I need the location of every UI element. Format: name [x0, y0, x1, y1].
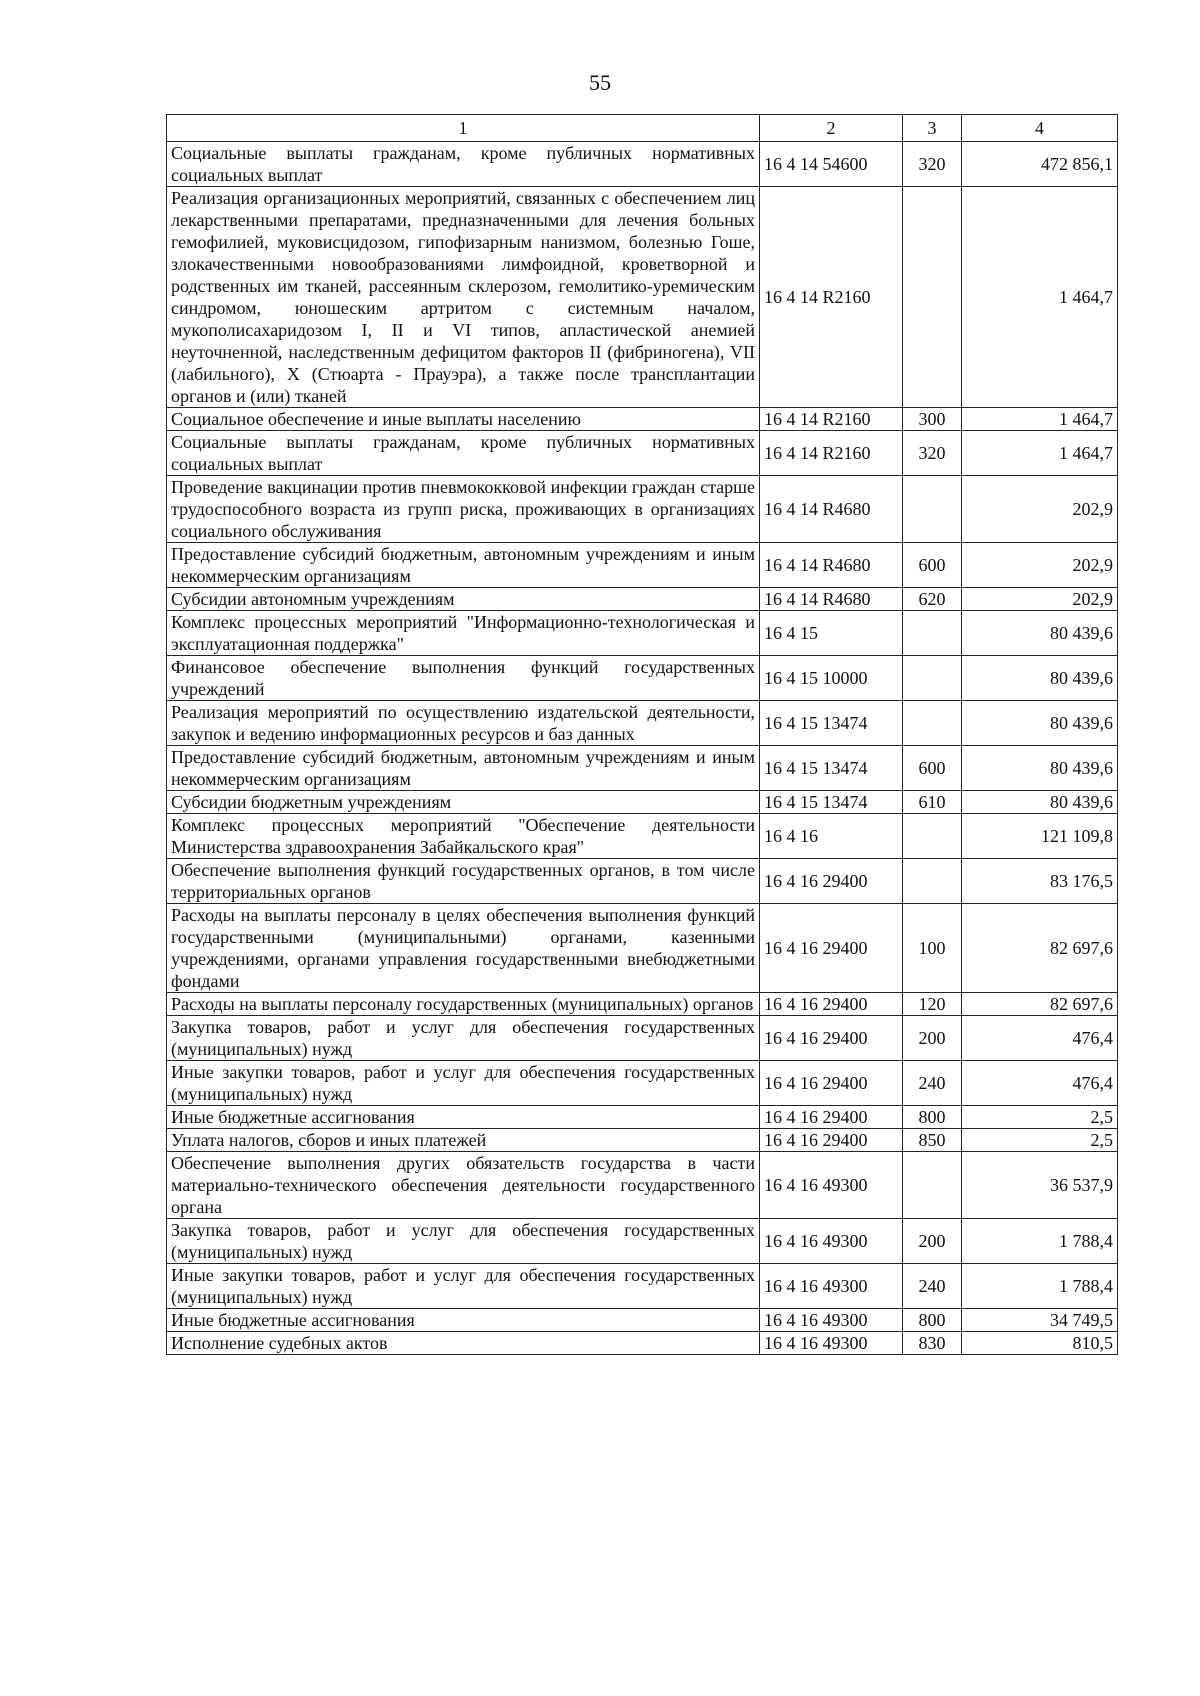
row-code: 16 4 16 49300 — [760, 1309, 903, 1332]
row-kvr: 240 — [903, 1264, 962, 1309]
row-kvr: 800 — [903, 1309, 962, 1332]
row-kvr: 600 — [903, 543, 962, 588]
row-amount: 202,9 — [962, 588, 1118, 611]
table-row — [167, 408, 1118, 431]
table-row — [167, 1016, 1118, 1061]
row-amount: 472 856,1 — [962, 142, 1118, 187]
row-code: 16 4 15 — [760, 611, 903, 656]
table-row — [167, 431, 1118, 476]
row-amount: 80 439,6 — [962, 791, 1118, 814]
row-kvr — [903, 611, 962, 656]
row-code: 16 4 14 R4680 — [760, 543, 903, 588]
row-name: Иные бюджетные ассигнования — [167, 1309, 760, 1332]
row-code: 16 4 14 R2160 — [760, 408, 903, 431]
budget-table — [166, 114, 1118, 1355]
row-amount: 810,5 — [962, 1332, 1118, 1355]
row-amount: 80 439,6 — [962, 611, 1118, 656]
row-kvr — [903, 1152, 962, 1219]
row-amount: 34 749,5 — [962, 1309, 1118, 1332]
row-kvr: 830 — [903, 1332, 962, 1355]
row-code: 16 4 16 29400 — [760, 1106, 903, 1129]
row-code: 16 4 14 54600 — [760, 142, 903, 187]
row-name: Иные бюджетные ассигнования — [167, 1106, 760, 1129]
table-row — [167, 1129, 1118, 1152]
row-name: Предоставление субсидий бюджетным, автономным учреждениям и иным некоммерческим организациям — [167, 746, 760, 791]
row-amount: 202,9 — [962, 543, 1118, 588]
row-amount: 36 537,9 — [962, 1152, 1118, 1219]
table-row — [167, 904, 1118, 993]
row-amount: 82 697,6 — [962, 993, 1118, 1016]
header-col-kvr: 3 — [903, 115, 962, 142]
row-code: 16 4 16 29400 — [760, 859, 903, 904]
table-row — [167, 814, 1118, 859]
row-kvr: 100 — [903, 904, 962, 993]
row-name: Предоставление субсидий бюджетным, автономным учреждениям и иным некоммерческим организациям — [167, 543, 760, 588]
row-code: 16 4 16 29400 — [760, 1061, 903, 1106]
row-amount: 121 109,8 — [962, 814, 1118, 859]
row-name: Социальные выплаты гражданам, кроме публичных нормативных социальных выплат — [167, 142, 760, 187]
table-row — [167, 611, 1118, 656]
row-amount: 1 464,7 — [962, 408, 1118, 431]
header-col-code: 2 — [760, 115, 903, 142]
table-row — [167, 993, 1118, 1016]
table-row — [167, 1332, 1118, 1355]
row-kvr: 200 — [903, 1219, 962, 1264]
table-row — [167, 1152, 1118, 1219]
row-code: 16 4 16 29400 — [760, 1016, 903, 1061]
row-amount: 82 697,6 — [962, 904, 1118, 993]
table-row — [167, 543, 1118, 588]
row-code: 16 4 16 49300 — [760, 1332, 903, 1355]
row-code: 16 4 16 29400 — [760, 993, 903, 1016]
row-name: Исполнение судебных актов — [167, 1332, 760, 1355]
table-row — [167, 187, 1118, 408]
row-kvr — [903, 476, 962, 543]
row-name: Иные закупки товаров, работ и услуг для обеспечения государственных (муниципальных) нужд — [167, 1264, 760, 1309]
row-kvr: 620 — [903, 588, 962, 611]
row-name: Комплекс процессных мероприятий "Обеспечение деятельности Министерства здравоохранения Забайкальского края" — [167, 814, 760, 859]
row-amount: 80 439,6 — [962, 701, 1118, 746]
table-row — [167, 791, 1118, 814]
row-kvr: 240 — [903, 1061, 962, 1106]
table-row — [167, 1309, 1118, 1332]
row-name: Социальное обеспечение и иные выплаты населению — [167, 408, 760, 431]
page-number: 55 — [589, 70, 611, 95]
row-name: Иные закупки товаров, работ и услуг для обеспечения государственных (муниципальных) нужд — [167, 1061, 760, 1106]
row-amount: 202,9 — [962, 476, 1118, 543]
row-kvr — [903, 859, 962, 904]
row-amount: 476,4 — [962, 1061, 1118, 1106]
table-row — [167, 1106, 1118, 1129]
row-name: Комплекс процессных мероприятий "Информационно-технологическая и эксплуатационная поддержка" — [167, 611, 760, 656]
row-kvr: 600 — [903, 746, 962, 791]
row-name: Субсидии автономным учреждениям — [167, 588, 760, 611]
row-amount: 83 176,5 — [962, 859, 1118, 904]
table-row — [167, 1219, 1118, 1264]
row-kvr: 320 — [903, 142, 962, 187]
row-code: 16 4 15 13474 — [760, 701, 903, 746]
table-row — [167, 859, 1118, 904]
row-kvr: 200 — [903, 1016, 962, 1061]
row-kvr — [903, 187, 962, 408]
row-amount: 2,5 — [962, 1129, 1118, 1152]
table-row — [167, 701, 1118, 746]
table-row — [167, 656, 1118, 701]
row-amount: 1 788,4 — [962, 1219, 1118, 1264]
row-kvr — [903, 656, 962, 701]
row-code: 16 4 15 13474 — [760, 746, 903, 791]
row-code: 16 4 14 R2160 — [760, 187, 903, 408]
row-amount: 80 439,6 — [962, 656, 1118, 701]
row-kvr — [903, 814, 962, 859]
header-col-amount: 4 — [962, 115, 1118, 142]
row-kvr: 800 — [903, 1106, 962, 1129]
row-code: 16 4 16 49300 — [760, 1264, 903, 1309]
row-code: 16 4 16 — [760, 814, 903, 859]
row-name: Финансовое обеспечение выполнения функций государственных учреждений — [167, 656, 760, 701]
row-code: 16 4 14 R4680 — [760, 476, 903, 543]
row-amount: 2,5 — [962, 1106, 1118, 1129]
table-row — [167, 142, 1118, 187]
row-code: 16 4 15 13474 — [760, 791, 903, 814]
row-name: Расходы на выплаты персоналу государственных (муниципальных) органов — [167, 993, 760, 1016]
row-amount: 1 464,7 — [962, 187, 1118, 408]
row-amount: 80 439,6 — [962, 746, 1118, 791]
row-code: 16 4 16 49300 — [760, 1152, 903, 1219]
row-amount: 1 464,7 — [962, 431, 1118, 476]
row-name: Расходы на выплаты персоналу в целях обеспечения выполнения функций государственными (муниципальными) органами, казенными учреждениями, органами управления государственными внебюджетными фондами — [167, 904, 760, 993]
row-kvr — [903, 701, 962, 746]
row-name: Обеспечение выполнения других обязательств государства в части материально-технического обеспечения деятельности государственного органа — [167, 1152, 760, 1219]
row-name: Субсидии бюджетным учреждениям — [167, 791, 760, 814]
table-row — [167, 1061, 1118, 1106]
table-row — [167, 1264, 1118, 1309]
row-code: 16 4 14 R4680 — [760, 588, 903, 611]
row-name: Проведение вакцинации против пневмококковой инфекции граждан старше трудоспособного возраста из групп риска, проживающих в организациях социального обслуживания — [167, 476, 760, 543]
row-code: 16 4 15 10000 — [760, 656, 903, 701]
row-name: Реализация мероприятий по осуществлению издательской деятельности, закупок и ведению информационных ресурсов и баз данных — [167, 701, 760, 746]
table-row — [167, 476, 1118, 543]
row-amount: 1 788,4 — [962, 1264, 1118, 1309]
row-name: Закупка товаров, работ и услуг для обеспечения государственных (муниципальных) нужд — [167, 1219, 760, 1264]
row-code: 16 4 14 R2160 — [760, 431, 903, 476]
row-kvr: 320 — [903, 431, 962, 476]
row-kvr: 120 — [903, 993, 962, 1016]
row-code: 16 4 16 29400 — [760, 1129, 903, 1152]
row-name: Обеспечение выполнения функций государственных органов, в том числе территориальных органов — [167, 859, 760, 904]
header-col-name: 1 — [167, 115, 760, 142]
row-kvr: 610 — [903, 791, 962, 814]
row-code: 16 4 16 29400 — [760, 904, 903, 993]
row-name: Реализация организационных мероприятий, связанных с обеспечением лиц лекарственными препаратами, предназначенными для лечения больных гемофилией, муковисцидозом, гипофизарным нанизмом, болезнью Гоше, злокачественными новообразованиями лимфоидной, кроветворной и родственных им тканей, рассеянным склерозом, гемолитико-уремическим синдромом, юношеским артритом с системным началом, мукополисахаридозом I, II и VI типов, апластической анемией неуточненной, наследственным дефицитом факторов II (фибриногена), VII (лабильного), X (Стюарта - Прауэра), а также после трансплантации органов и (или) тканей — [167, 187, 760, 408]
table-header-row — [167, 115, 1118, 142]
row-code: 16 4 16 49300 — [760, 1219, 903, 1264]
table-row — [167, 746, 1118, 791]
row-amount: 476,4 — [962, 1016, 1118, 1061]
row-name: Закупка товаров, работ и услуг для обеспечения государственных (муниципальных) нужд — [167, 1016, 760, 1061]
row-name: Уплата налогов, сборов и иных платежей — [167, 1129, 760, 1152]
row-kvr: 300 — [903, 408, 962, 431]
table-row — [167, 588, 1118, 611]
row-kvr: 850 — [903, 1129, 962, 1152]
row-name: Социальные выплаты гражданам, кроме публичных нормативных социальных выплат — [167, 431, 760, 476]
